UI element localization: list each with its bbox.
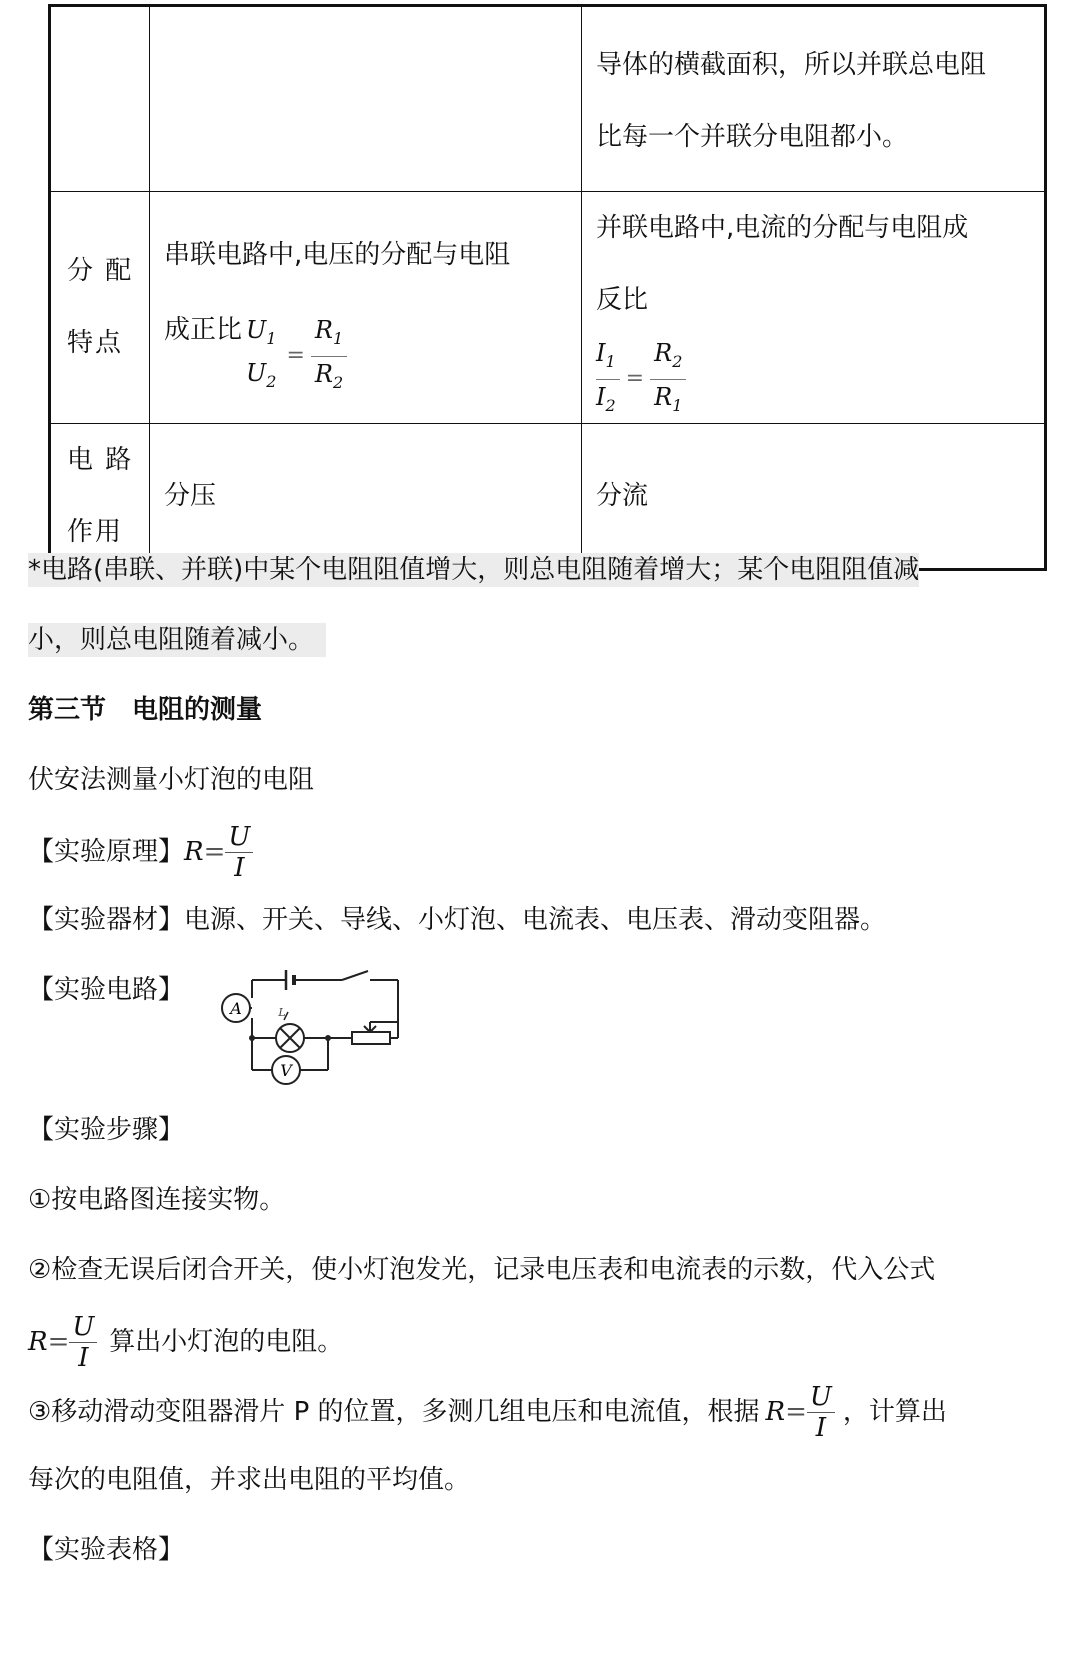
series-parallel-table — [48, 4, 1047, 571]
series-cell — [150, 6, 582, 192]
step-1: ①按电路图连接实物。 — [28, 1185, 286, 1215]
series-cell — [150, 192, 582, 424]
note-line-1: *电路(串联、并联)中某个电阻阻值增大，则总电阻随着增大；某个电阻阻值减 — [28, 555, 920, 585]
row-label-cell — [50, 423, 150, 569]
experiment-circuit-diagram — [210, 968, 410, 1086]
table-row — [50, 6, 1046, 192]
equipment-text: 电源、开关、导线、小灯泡、电流表、电压表、滑动变阻器。 — [184, 905, 887, 935]
parallel-distribution-text-2: 反比 — [596, 285, 649, 315]
section-title: 第三节 电阻的测量 — [28, 695, 263, 725]
parallel-cell — [582, 192, 1046, 424]
equipment-label: 【实验器材】 — [28, 905, 185, 935]
step-2-line-1: ②检查无误后闭合开关，使小灯泡发光，记录电压表和电流表的示数，代入公式 — [28, 1255, 936, 1285]
series-distribution-text-2: 成正比 — [164, 315, 243, 346]
equipment-line — [28, 900, 886, 940]
step-3-formula: $\frac{U}{I}$ — [807, 1382, 835, 1443]
table-row — [50, 192, 1046, 424]
principle-line: 【实验原理】R= $\frac{U}{I}$ — [28, 822, 253, 883]
table-row — [50, 423, 1046, 569]
series-distribution-text-1: 串联电路中,电压的分配与电阻 — [164, 240, 511, 271]
note-line-2: 小，则总电阻随着减小。 — [28, 623, 326, 657]
step-3-line-2: 每次的电阻值，并求出电阻的平均值。 — [28, 1465, 471, 1495]
parallel-resistance-text-1: 导体的横截面积，所以并联总电阻 — [596, 50, 987, 80]
circuit-function-label-1: 电 路 — [67, 444, 134, 475]
step-2-line-2: R= $\frac{U}{I}$ 算出小灯泡的电阻。 — [28, 1312, 344, 1373]
voltmeter-letter: V — [280, 1061, 292, 1080]
voltage-ratio-formula: $U_1$ $U_2$ = $\frac{R_1}{R_2}$ — [242, 313, 347, 400]
steps-label: 【实验步骤】 — [28, 1115, 185, 1145]
parallel-cell: 分流 — [582, 423, 1046, 569]
method-title: 伏安法测量小灯泡的电阻 — [28, 765, 315, 795]
row-label-cell — [50, 6, 150, 192]
ammeter-letter: A — [230, 999, 242, 1018]
principle-label: 【实验原理】 — [28, 837, 185, 867]
parallel-distribution-text-1: 并联电路中,电流的分配与电阻成 — [596, 213, 969, 243]
distribution-label-2: 特点 — [67, 328, 124, 359]
circuit-function-label-2: 作用 — [67, 516, 124, 547]
principle-formula: $\frac{U}{I}$ — [225, 822, 253, 883]
step-3-line-1: ③移动滑动变阻器滑片 P 的位置，多测几组电压和电流值，根据 R= $\frac{U}{I}$ ，计算出 — [28, 1382, 947, 1443]
parallel-resistance-text-2: 比每一个并联分电阻都小。 — [596, 122, 909, 152]
distribution-label-1: 分 配 — [67, 256, 134, 287]
circuit-label: 【实验电路】 — [28, 975, 185, 1005]
parallel-cell — [582, 6, 1046, 192]
lamp-letter: L — [278, 1006, 286, 1019]
step-2-formula: $\frac{U}{I}$ — [69, 1312, 97, 1373]
row-label-cell — [50, 192, 150, 424]
current-ratio-formula: $\frac{I_1}{I_2}$ = $\frac{R_2}{R_1}$ — [596, 336, 686, 423]
series-cell: 分压 — [150, 423, 582, 569]
table-label: 【实验表格】 — [28, 1535, 185, 1565]
